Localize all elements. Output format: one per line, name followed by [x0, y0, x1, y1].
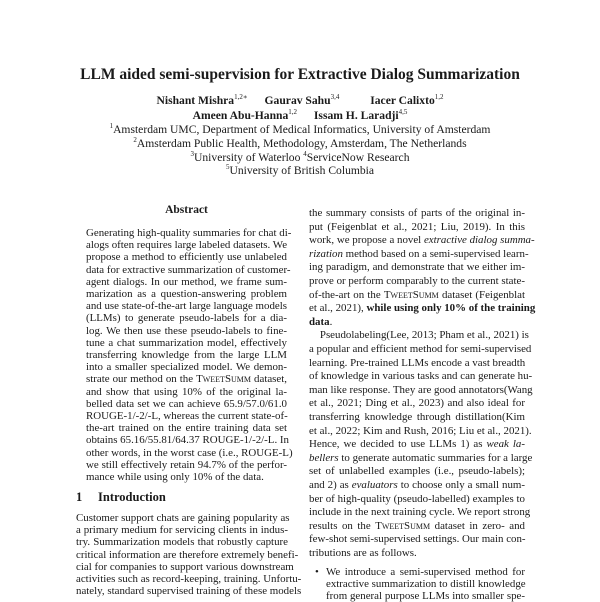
author-affiliation-marker: 4,5 — [398, 108, 408, 116]
text-line — [86, 337, 287, 349]
text-run: few-shot semi-supervised settings. Our main con- — [309, 533, 526, 546]
bullet-marker: • — [315, 566, 319, 578]
text-run: results on the — [309, 519, 376, 532]
text-line — [326, 590, 525, 602]
text-run: obtains 65.16/55.81/64.37 ROUGE-1/-2/-L. In — [86, 434, 289, 447]
text-line — [86, 398, 287, 410]
text-line — [309, 451, 533, 464]
affiliation-text: ServiceNow Research — [306, 151, 410, 164]
text-line — [326, 566, 525, 578]
text-run: set of unlabelled examples (i.e., pseudo-labels); — [309, 465, 525, 478]
section-number: 1 — [76, 490, 83, 504]
text-run: of-the-art on the — [309, 288, 384, 301]
text-line — [86, 288, 287, 300]
text-run: other words, in the worst case (i.e., ROUGE-L) — [86, 446, 293, 459]
text-line — [86, 263, 291, 276]
text-line — [309, 397, 525, 409]
text-run: a primary medium for servicing clients in indus- — [76, 524, 288, 537]
text-line — [309, 247, 529, 260]
text-line — [309, 438, 525, 450]
text-run: propose a method to efficiently use unlabeled — [86, 251, 287, 264]
text-run: transferring knowledge from the large LLM — [86, 349, 287, 361]
text-run: to choose only a small num- — [397, 479, 525, 491]
text-line — [309, 383, 533, 396]
text-run: ing paradigm, and demonstrate that we either im- — [309, 261, 525, 274]
section-title: Introduction — [98, 490, 166, 504]
text-run: Customer support chats are gaining popularity as — [76, 512, 290, 524]
text-line — [309, 411, 525, 423]
affiliation — [0, 123, 600, 136]
text-run: ROUGE-1/-2/-L, whereas the current state-of- — [86, 410, 288, 422]
text-line — [86, 422, 287, 434]
text-run: ber of high-quality (pseudo-labelled) examples to — [309, 492, 525, 505]
text-run: Hence, we decided to use LLMs 1) as — [309, 438, 487, 451]
affiliation-marker: 3 — [190, 150, 194, 158]
text-run: alogs often requires large labeled datasets. We — [86, 239, 288, 252]
author-affiliation-marker: 1,2∗ — [234, 93, 248, 101]
text-run: Pseudolabeling(Lee, 2013; Pham et al., 2021) is — [309, 329, 529, 342]
text-line — [309, 465, 525, 477]
text-line — [76, 548, 299, 561]
text-run: work, we propose a novel — [309, 234, 424, 247]
text-line — [309, 424, 532, 437]
text-run: of knowledge in various tasks and can generate hu- — [309, 370, 533, 383]
text-line — [326, 578, 525, 590]
text-run: learning. Pre-trained LLMs encode a vast breadth — [309, 356, 526, 369]
text-line — [76, 536, 288, 548]
text-line — [76, 573, 302, 585]
author-name: Issam H. Laradji — [313, 109, 399, 122]
paper-title: LLM aided semi-supervision for Extractive Dialog Summarization — [80, 66, 520, 83]
text-run: we still effectively retain 94.7% of the perfor- — [86, 458, 287, 471]
text-run: Generating high-quality summaries for chat di- — [86, 227, 292, 239]
text-run: prove or perform comparably to the current state- — [309, 275, 525, 287]
text-line — [86, 373, 287, 385]
affiliation-marker: 1 — [109, 122, 114, 130]
text-run: et al., 2021), — [309, 302, 367, 315]
text-line — [309, 357, 525, 369]
text-line — [309, 547, 525, 559]
dataset-name: TweetSumm — [196, 373, 252, 386]
text-line — [309, 302, 536, 315]
text-line — [86, 349, 287, 361]
text-line — [309, 343, 532, 355]
author-line-2 — [0, 109, 600, 122]
text-run: data for extractive summarization of customer- — [86, 263, 291, 276]
text-run: activities such as record-keeping, training. Unfortu- — [76, 573, 302, 585]
text-run: transferring knowledge through distillation(Kim — [309, 411, 525, 423]
text-line — [86, 361, 287, 373]
text-line — [309, 316, 525, 328]
text-run: method based on a semi-supervised learn- — [342, 247, 529, 260]
dataset-name: TweetSumm — [383, 288, 439, 301]
text-run: into a smaller specialized model. We demon- — [86, 361, 287, 374]
affiliation — [0, 151, 600, 164]
text-run: put (Feigenblat et al., 2021; Liu, 2019). In this — [309, 220, 525, 233]
text-line — [309, 370, 533, 383]
italic-text: extractive dialog summa- — [423, 234, 535, 247]
bold-text: while using only 10% of the training — [366, 302, 536, 315]
text-line — [86, 459, 287, 471]
text-run: man like response. They are good annotators(Wang — [309, 383, 533, 396]
text-run: and use state-of-the-art large language models — [86, 300, 287, 313]
text-line — [309, 207, 525, 219]
italic-text: weak la- — [486, 438, 525, 451]
text-line — [309, 275, 525, 287]
text-line — [309, 221, 525, 233]
text-line — [309, 493, 525, 505]
author-line-1 — [0, 94, 600, 107]
text-run: strate our method on the — [86, 373, 197, 386]
text-line — [76, 512, 288, 524]
text-run: tributions are as follows. — [309, 547, 417, 559]
text-line — [86, 386, 287, 398]
text-line — [76, 560, 294, 573]
text-line — [86, 276, 287, 288]
text-run: (LLMs) to generate pseudo-labels for a dia- — [86, 312, 287, 325]
text-line — [86, 410, 287, 422]
affiliation — [0, 164, 600, 177]
text-run: dataset, — [251, 373, 287, 386]
text-run: extractive summarization to distill knowledge — [326, 578, 526, 591]
text-run: from general purpose LLMs into smaller spe- — [326, 590, 525, 602]
author-name: Gaurav Sahu — [264, 94, 331, 107]
text-run: log. We then use these pseudo-labels to fine- — [86, 324, 287, 337]
author-name: Ameen Abu-Hanna — [192, 109, 289, 122]
text-line — [309, 506, 531, 519]
text-run: dataset in zero- and — [430, 519, 525, 532]
text-run: agent dialogs. In our method, we frame sum- — [86, 275, 287, 288]
author-affiliation-marker: 3,4 — [330, 93, 340, 101]
text-line — [309, 329, 529, 342]
text-run: belled data set we can achieve 65.9/57.0/61.0 — [86, 397, 287, 410]
text-line — [86, 312, 287, 324]
text-line — [309, 234, 535, 247]
italic-text: bellers — [309, 451, 339, 464]
text-run: and show that using 10% of the original la- — [86, 385, 287, 398]
text-run: mance while using only 10% of the data. — [86, 471, 264, 483]
section-heading-introduction — [76, 490, 166, 504]
italic-text: rization — [309, 247, 343, 260]
text-line — [86, 325, 287, 337]
text-run: We introduce a semi-supervised method for — [326, 566, 525, 578]
text-run: et al., 2021; Ding et al., 2023) and also ideal for — [309, 397, 525, 410]
text-line — [86, 300, 287, 312]
affiliation-text: University of British Columbia — [229, 164, 375, 177]
text-run: tune a chat summarization model, effectively — [86, 336, 287, 349]
abstract-heading: Abstract — [165, 204, 208, 216]
bold-text: data — [309, 315, 330, 328]
affiliation-text: University of Waterloo — [194, 151, 304, 164]
affiliation-text: Amsterdam UMC, Department of Medical Informatics, University of Amsterdam — [113, 123, 491, 136]
italic-text: evaluators — [351, 479, 398, 491]
text-run: dataset (Feigenblat — [438, 288, 525, 301]
text-line — [86, 251, 287, 263]
text-run: the summary consists of parts of the original in- — [309, 207, 525, 219]
text-run: to generate automatic summaries for a large — [338, 451, 533, 464]
author-affiliation-marker: 1,2 — [434, 93, 444, 101]
author-name: Iacer Calixto — [370, 94, 435, 107]
text-line — [309, 261, 525, 273]
text-run: and 2) as — [309, 479, 352, 491]
text-run: try. Summarization models that robustly capture — [76, 536, 288, 549]
text-run: . — [329, 315, 333, 328]
text-run: marization as a question-answering problem — [86, 288, 287, 300]
text-line — [76, 524, 288, 536]
text-line — [86, 446, 293, 459]
text-line — [309, 289, 525, 301]
text-run: the-art trained on the entire training data set — [86, 422, 287, 435]
text-line — [86, 227, 292, 239]
author-name: Nishant Mishra — [156, 94, 235, 107]
text-run: critical information are therefore extremely benefi- — [76, 548, 299, 561]
author-affiliation-marker: 1,2 — [288, 108, 298, 116]
text-run: a popular and efficient method for semi-supervised — [309, 343, 532, 355]
text-run: nately, standard supervised training of these models — [76, 585, 302, 598]
affiliation-marker: 4 — [303, 150, 307, 158]
text-line — [309, 533, 525, 545]
text-run: include in the next training cycle. We report strong — [309, 506, 531, 519]
dataset-name: TweetSumm — [375, 519, 431, 532]
text-run: et al., 2022; Kim and Rush, 2016; Liu et al., 2021). — [309, 424, 532, 437]
affiliation — [0, 137, 600, 150]
text-line — [309, 520, 525, 532]
text-line — [86, 239, 287, 251]
affiliation-marker: 2 — [133, 136, 137, 144]
affiliation-marker: 5 — [225, 163, 230, 171]
affiliation-text: Amsterdam Public Health, Methodology, Amsterdam, The Netherlands — [136, 137, 467, 150]
text-line — [86, 471, 287, 483]
text-line — [76, 585, 302, 598]
text-run: cial for companies to support various downstream — [76, 560, 294, 573]
text-line — [86, 434, 287, 446]
text-line — [309, 479, 525, 491]
